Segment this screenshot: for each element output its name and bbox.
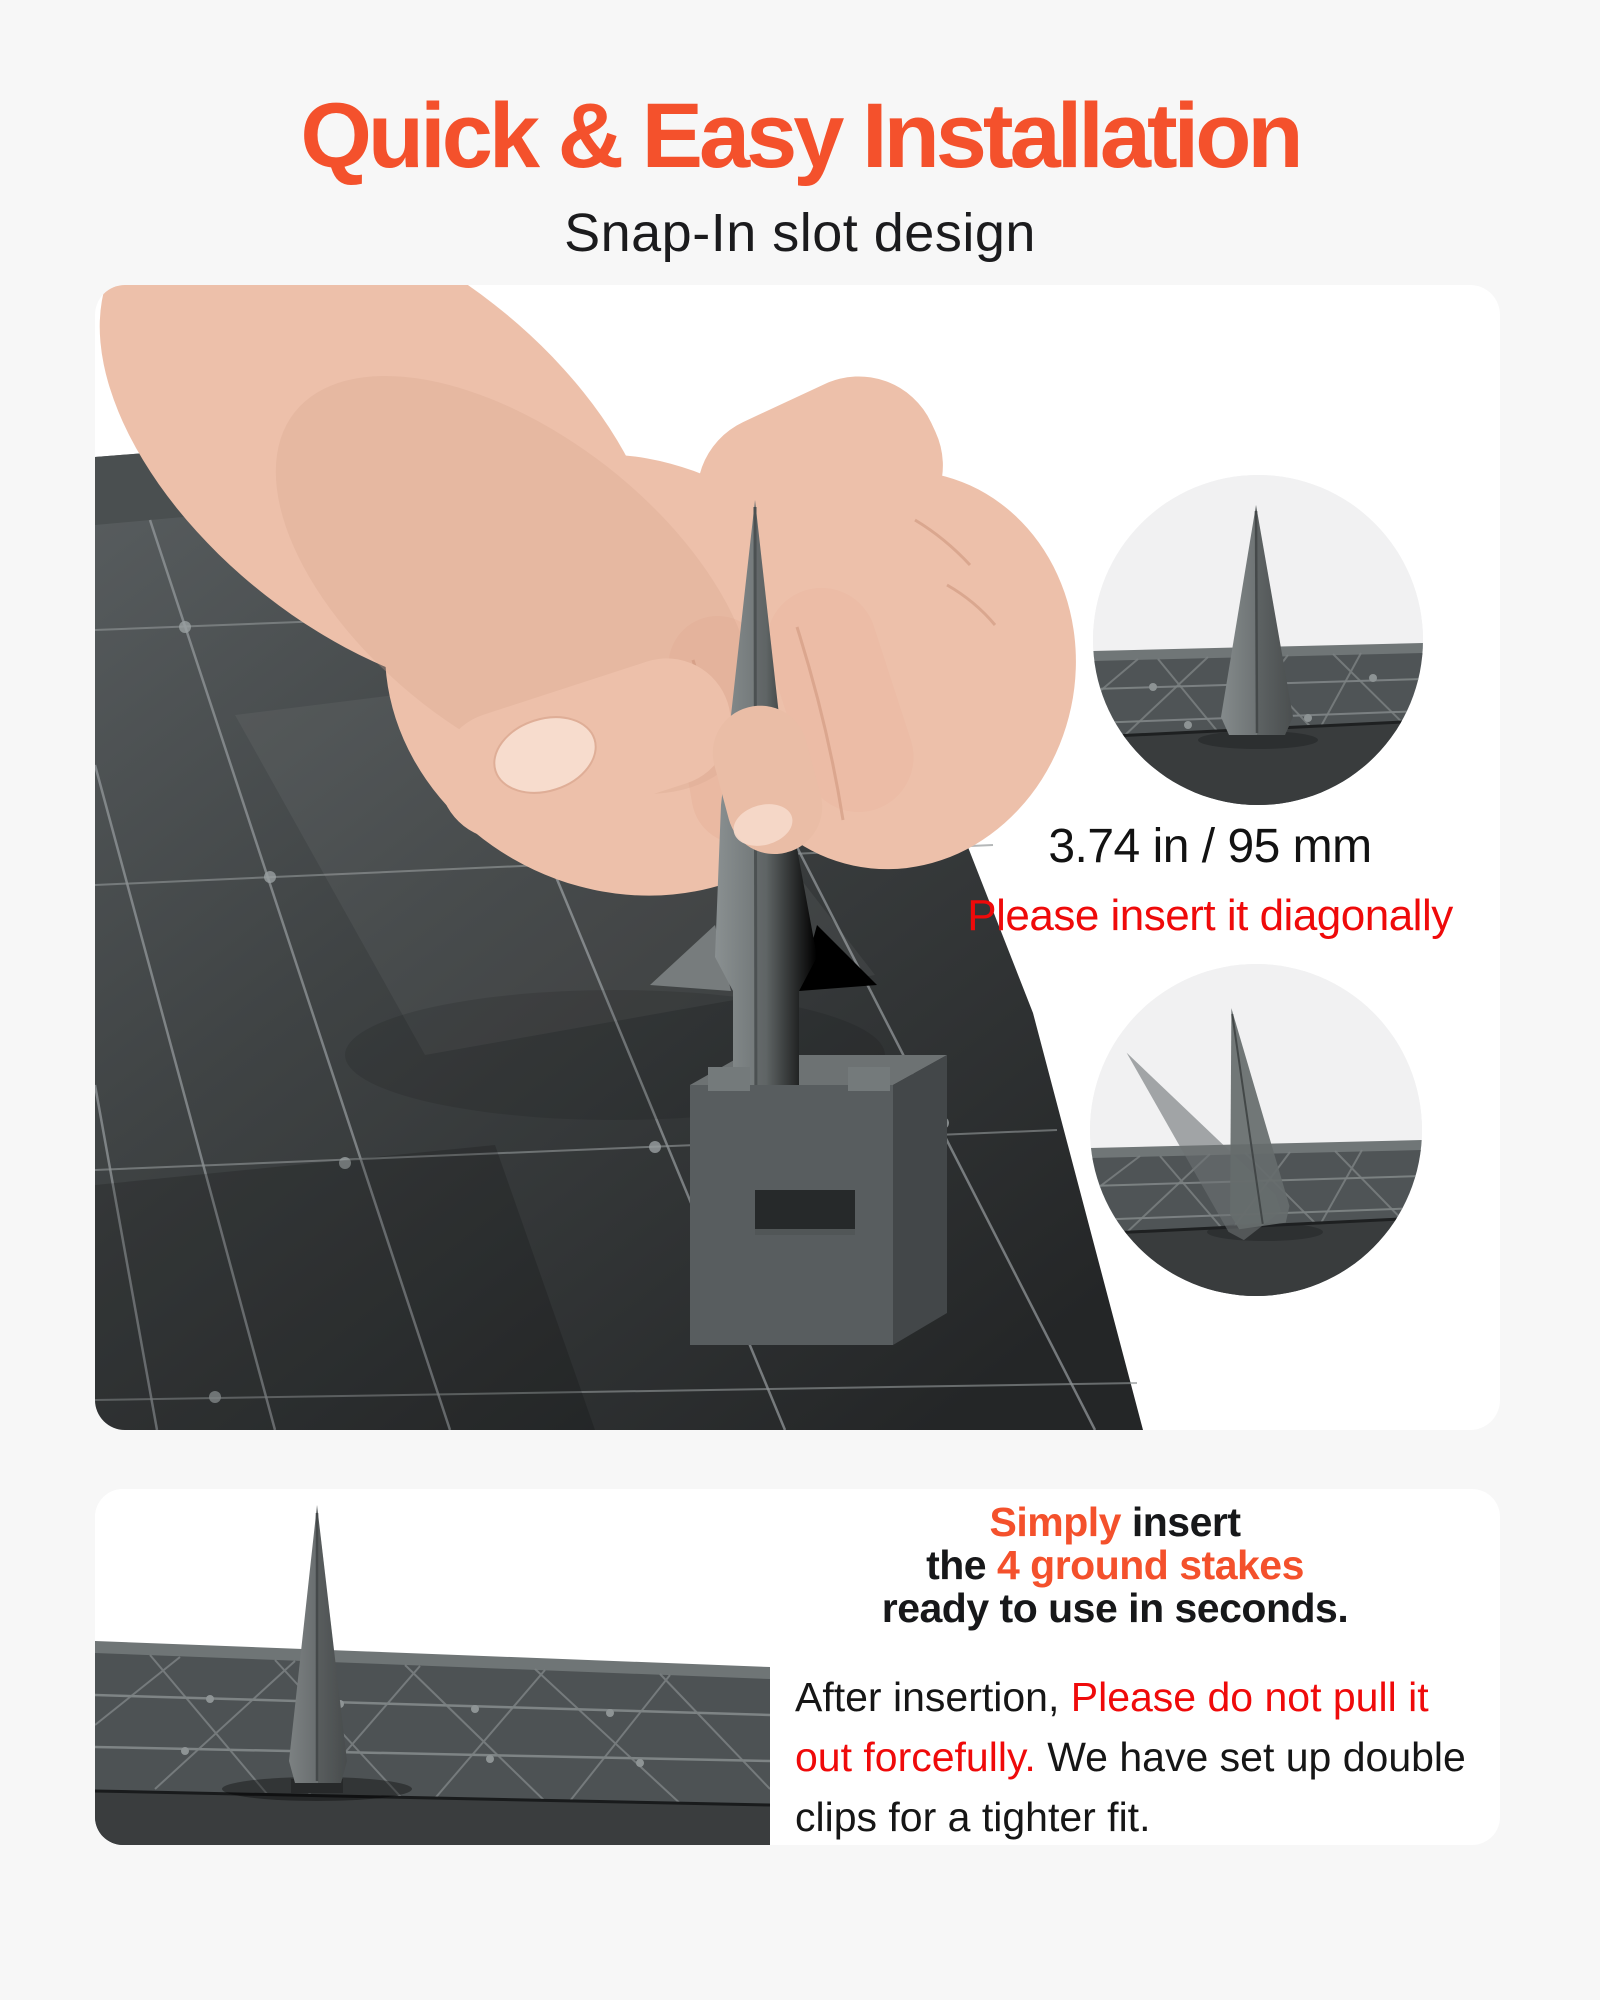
note-dark-text-2: We have set up double bbox=[1047, 1734, 1466, 1780]
note-dark-text: After insertion, bbox=[795, 1674, 1071, 1720]
installation-photo-card bbox=[95, 285, 1500, 1430]
headline-start-word: the bbox=[926, 1542, 997, 1588]
usage-note-card bbox=[95, 1489, 1500, 1845]
stake-installed-graphic bbox=[95, 1489, 770, 1845]
simply-insert-headline bbox=[735, 1501, 1495, 1630]
page-subtitle: Snap-In slot design bbox=[564, 203, 1036, 263]
headline-rest-word: insert bbox=[1120, 1499, 1241, 1545]
inset-circle-stake-upright bbox=[1093, 475, 1423, 805]
headline-line-3: ready to use in seconds. bbox=[881, 1585, 1349, 1631]
diagonal-insert-warning: Please insert it diagonally bbox=[967, 891, 1453, 940]
headline-accent-stakes: 4 ground stakes bbox=[996, 1542, 1304, 1588]
headline-accent-word: Simply bbox=[989, 1499, 1121, 1545]
headline-line-2 bbox=[735, 1544, 1495, 1587]
after-insertion-note bbox=[795, 1667, 1495, 1845]
snap-in-slot-front-graphic bbox=[690, 1067, 893, 1345]
stake-upright-closeup-graphic bbox=[1093, 475, 1423, 805]
headline-line-1 bbox=[735, 1501, 1495, 1544]
stake-length-label: 3.74 in / 95 mm bbox=[1048, 820, 1372, 873]
note-line-3: clips for a tighter fit. bbox=[795, 1794, 1151, 1840]
note-line-1 bbox=[795, 1667, 1495, 1727]
note-line-2 bbox=[795, 1727, 1495, 1787]
note-warning-text: Please do not pull it bbox=[1070, 1674, 1429, 1720]
note-warning-text-2: out forcefully. bbox=[795, 1734, 1048, 1780]
stake-diagonal-closeup-graphic bbox=[1090, 964, 1422, 1296]
inset-circle-stake-diagonal bbox=[1090, 964, 1422, 1296]
stake-installed-photo bbox=[95, 1489, 770, 1845]
page-title: Quick & Easy Installation bbox=[300, 85, 1300, 187]
